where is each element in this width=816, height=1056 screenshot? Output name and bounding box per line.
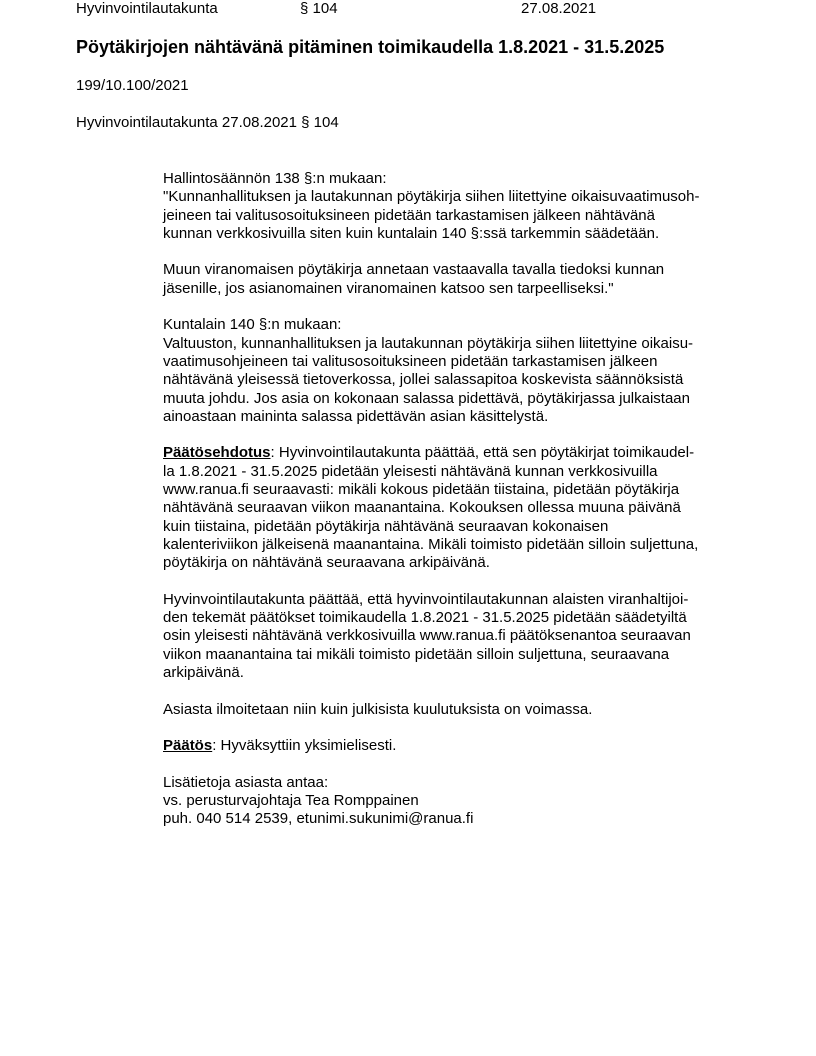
text-line [163, 444, 743, 462]
text-line: vs. perusturvajohtaja Tea Romppainen [163, 792, 419, 810]
text-line: "Kunnanhallituksen ja lautakunnan pöytäkirja siihen liitettyine oikaisuvaatimusoh- [163, 188, 700, 206]
text-line: Kuntalain 140 §:n mukaan: [163, 316, 342, 334]
paragraph-ilmoitus [163, 701, 743, 719]
text-line: la 1.8.2021 - 31.5.2025 pidetään yleisesti nähtävänä kunnan verkkosivuilla [163, 462, 658, 480]
text-line: jäsenille, jos asianomainen viranomainen katsoo sen tarpeelliseksi." [163, 279, 614, 297]
paragraph-muu-viranomainen [163, 261, 743, 298]
paragraph-viranhaltijat [163, 591, 743, 682]
header-section-number: § 104 [300, 0, 338, 17]
proposal-label: Päätösehdotus [163, 444, 271, 462]
text-line: pöytäkirja on nähtävänä seuraavana arkipäivänä. [163, 554, 490, 572]
paragraph-hallintosaanto [163, 170, 743, 243]
text-line: Asiasta ilmoitetaan niin kuin julkisista kuulutuksista on voimassa. [163, 700, 593, 718]
text-line: kuin tiistaina, pidetään pöytäkirja nähtävänä seuraavan kokonaisen [163, 517, 609, 535]
reference-number: 199/10.100/2021 [76, 77, 189, 94]
text-line: osin yleisesti nähtävänä verkkosivuilla www.ranua.fi päätöksenantoa seuraavan [163, 627, 691, 645]
document-body [163, 170, 743, 829]
paragraph-paatos [163, 737, 743, 755]
meeting-reference: Hyvinvointilautakunta 27.08.2021 § 104 [76, 114, 339, 131]
text-line: nähtävänä yleisessä tietoverkossa, jollei salassapitoa koskevista säännöksistä [163, 371, 684, 389]
text-line: www.ranua.fi seuraavasti: mikäli kokous pidetään tiistaina, pidetään pöytäkirja [163, 481, 680, 499]
text-line: vaatimusohjeineen tai valitusosoituksineen pidetään tarkastamisen jälkeen [163, 352, 658, 370]
text-line: den tekemät päätökset toimikaudella 1.8.2021 - 31.5.2025 pidetään säädetyiltä [163, 609, 687, 627]
paragraph-paatosehdotus [163, 444, 743, 572]
text-line: Hyvinvointilautakunta päättää, että hyvinvointilautakunnan alaisten viranhaltijoi- [163, 590, 689, 608]
text-line: Muun viranomaisen pöytäkirja annetaan vastaavalla tavalla tiedoksi kunnan [163, 261, 665, 279]
contact-info [163, 774, 743, 829]
text-line: puh. 040 514 2539, etunimi.sukunimi@ranua.fi [163, 810, 474, 828]
page-title: Pöytäkirjojen nähtävänä pitäminen toimikaudella 1.8.2021 - 31.5.2025 [76, 37, 665, 57]
text-line: Valtuuston, kunnanhallituksen ja lautakunnan pöytäkirja siihen liitettyine oikaisu- [163, 334, 694, 352]
text-line: kalenteriviikon jälkeisenä maanantaina. Mikäli toimisto pidetään silloin suljettuna, [163, 535, 699, 553]
proposal-first-line: : Hyvinvointilautakunta päättää, että sen pöytäkirjat toimikaudel- [270, 444, 695, 462]
text-line: arkipäivänä. [163, 664, 244, 682]
text-line: Lisätietoja asiasta antaa: [163, 773, 329, 791]
text-line: muuta johdu. Jos asia on kokonaan salassa pidettävä, pöytäkirjassa julkaistaan [163, 389, 690, 407]
header-date: 27.08.2021 [521, 0, 597, 17]
text-line: kunnan verkkosivuilla siten kuin kuntalain 140 §:ssä tarkemmin säädetään. [163, 224, 660, 242]
text-line: Hallintosäännön 138 §:n mukaan: [163, 170, 387, 187]
page-header [0, 0, 816, 20]
text-line: jeineen tai valitusosoituksineen pidetään tarkastamisen jälkeen nähtävänä [163, 206, 655, 224]
text-line [163, 737, 743, 755]
text-line: nähtävänä seuraavan viikon maanantaina. Kokouksen ollessa muuna päivänä [163, 499, 681, 517]
decision-text: : Hyväksyttiin yksimielisesti. [212, 737, 397, 755]
paragraph-kuntalaki [163, 316, 743, 426]
text-line: ainoastaan maininta salassa pidettävän asian käsittelystä. [163, 407, 549, 425]
header-board-name: Hyvinvointilautakunta [76, 0, 218, 17]
decision-label: Päätös [163, 737, 213, 755]
text-line: viikon maanantaina tai mikäli toimisto pidetään silloin suljettuna, seuraavana [163, 645, 670, 663]
